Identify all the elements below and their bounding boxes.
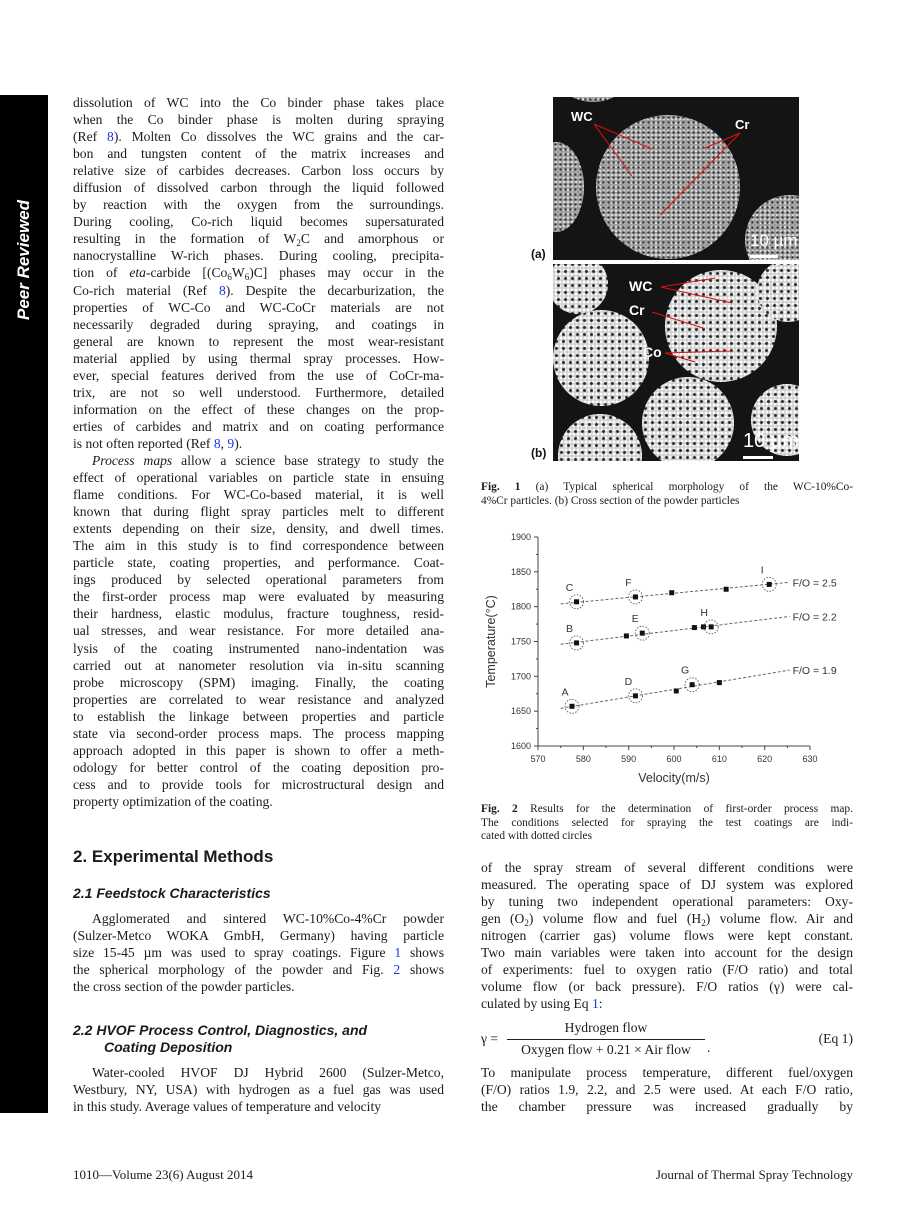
scale-label: 10 µm — [743, 430, 799, 452]
label-wc: WC — [571, 109, 593, 124]
reference-link[interactable]: 2 — [393, 962, 401, 978]
text: properties of WC-Co and WC-CoCr materials are not — [73, 299, 444, 315]
x-tick-label: 570 — [530, 754, 546, 764]
text: the spherical morphology of the powder and Fig. — [73, 962, 394, 978]
data-point — [709, 624, 714, 629]
text: Results for the determination of first-order process map. — [517, 803, 853, 815]
fraction-bar — [507, 1039, 705, 1040]
text-line — [73, 94, 444, 111]
reference-link[interactable]: 1 — [592, 996, 599, 1012]
text: culated by using Eq — [481, 996, 592, 1012]
text-line — [73, 213, 444, 230]
text-line — [73, 316, 444, 333]
series-label: F/O = 2.2 — [792, 611, 837, 624]
point-label: A — [561, 686, 569, 699]
emphasis: Process maps — [92, 453, 173, 468]
text: nanocrystalline W-rich phases. During cooling, precipita- — [73, 248, 444, 264]
text-line — [73, 435, 444, 452]
text: their hardness, elastic modulus, fracture toughness, resid- — [73, 606, 444, 622]
text-line — [73, 162, 444, 179]
text: trix, are not so well understood. Furthermore, detailed — [73, 384, 444, 400]
text-line — [73, 503, 444, 520]
y-axis-title: Temperature(°C) — [484, 595, 498, 688]
footer-volume: 1010—Volume 23(6) August 2014 — [73, 1167, 253, 1182]
text: Two main variables were taken into account for the design — [481, 945, 853, 961]
text-line — [73, 657, 444, 674]
data-point — [669, 590, 674, 595]
subsection-heading-line: 2.2 HVOF Process Control, Diagnostics, and — [73, 1022, 368, 1038]
equation-1 — [481, 1020, 853, 1060]
text: ) volume flow. Air and — [705, 911, 854, 927]
text: ual stresses, and wear resistance. For more detailed ana- — [73, 623, 444, 639]
subsection-heading — [73, 1022, 444, 1056]
text: size 15-45 µm was used to spray coatings. Figure — [73, 945, 395, 961]
text-line — [73, 776, 444, 793]
text: properties are correlated to wear resistance and analyzed — [73, 691, 444, 707]
text: the chamber pressure was increased gradually by — [481, 1099, 853, 1115]
body-paragraph — [481, 1064, 853, 1115]
text-line — [73, 674, 444, 691]
body-paragraph — [481, 859, 853, 1012]
text: )C] phases may occur in the — [249, 265, 444, 281]
text: Agglomerated and sintered WC-10%Co-4%Cr powder — [92, 911, 444, 926]
text-line — [73, 350, 444, 367]
text: is not often reported (Ref — [73, 435, 214, 451]
reference-link[interactable]: 8 — [107, 129, 114, 145]
text: diffusion of dissolved carbon through the liquid followed — [73, 180, 444, 196]
reference-link[interactable]: 8 — [218, 282, 226, 298]
text-line — [73, 961, 444, 978]
text-line — [73, 247, 444, 264]
text: (Ref — [73, 129, 108, 145]
body-paragraph — [73, 910, 444, 995]
data-point — [633, 693, 638, 698]
data-point — [574, 640, 579, 645]
text: The conditions selected for spraying the test coatings are indi- — [481, 816, 853, 829]
equation-period: . — [707, 1040, 711, 1055]
y-tick-label: 1800 — [510, 601, 531, 612]
text: allow a science base strategy to study the — [172, 453, 444, 468]
text-line — [73, 1081, 444, 1098]
text-line — [73, 927, 444, 944]
text-line — [73, 640, 444, 657]
y-tick-label: 1750 — [510, 636, 531, 647]
text-line — [73, 520, 444, 537]
sidebar-label: Peer Reviewed — [14, 199, 33, 321]
subscript: 6 — [227, 272, 232, 283]
text-line — [73, 367, 444, 384]
text-line — [481, 859, 853, 876]
text-line — [73, 384, 444, 401]
text-line — [73, 401, 444, 418]
text: the cross section of the powder particles. — [73, 979, 295, 995]
text-line — [73, 1064, 444, 1081]
body-paragraph — [73, 94, 444, 452]
text-line — [481, 495, 853, 509]
text: of experiments: fuel to oxygen ratio (F/O ratio) and total — [481, 962, 853, 978]
text: resulting in the formation of W — [73, 231, 297, 247]
text: by tuning two independent operational parameters: Oxy- — [481, 894, 853, 910]
x-tick-label: 610 — [711, 754, 727, 764]
x-tick-label: 620 — [757, 754, 773, 764]
body-paragraph — [73, 1064, 444, 1115]
point-label: E — [631, 613, 639, 626]
subscript: 2 — [524, 918, 529, 929]
fit-line — [561, 582, 790, 604]
text: bon and tungsten content of the matrix increases and — [73, 146, 444, 162]
reference-link[interactable]: 8 — [213, 435, 221, 451]
text: property optimization of the coating. — [73, 793, 273, 809]
scale-label: 10 µm — [750, 231, 798, 250]
text: nitrogen (carrier gas) volume flows were kept constant. — [481, 928, 853, 944]
label-wc: WC — [629, 278, 653, 294]
text-line — [73, 793, 444, 810]
subsection-heading: 2.1 Feedstock Characteristics — [73, 885, 271, 901]
text: general are known to represent the most wear-resistant — [73, 333, 444, 349]
data-point — [624, 633, 629, 638]
text: : — [598, 996, 603, 1012]
subscript: 6 — [244, 272, 250, 283]
fit-line — [561, 616, 790, 644]
text: During cooling, Co-rich liquid becomes supersaturated — [73, 214, 444, 230]
y-tick-label: 1650 — [510, 706, 531, 717]
text-line — [481, 481, 853, 495]
text: gen (O — [481, 911, 525, 927]
text: cated with dotted circles — [481, 830, 593, 842]
scale-bar — [750, 255, 778, 258]
data-point — [701, 624, 706, 629]
point-label: G — [681, 664, 690, 677]
text-line — [73, 910, 444, 927]
text: (Sulzer-Metco WOKA GmbH, Germany) having particle — [73, 928, 444, 944]
text-line — [481, 927, 853, 944]
text: known that during flight spray particles melt to different — [73, 504, 444, 520]
text-line — [73, 1098, 444, 1115]
data-point — [570, 704, 575, 709]
text-line — [481, 961, 853, 978]
equation-lhs: γ = — [481, 1031, 499, 1046]
text: ). Despite the decarburization, the — [225, 282, 444, 298]
text-line — [481, 910, 853, 927]
reference-link[interactable]: 1 — [394, 945, 402, 961]
text: carried out at nanometer resolution via in-situ scanning — [73, 657, 444, 673]
text-line — [73, 111, 444, 128]
y-tick-label: 1850 — [510, 566, 531, 577]
reference-link[interactable]: 9 — [227, 435, 235, 451]
text: relative size of carbides decreases. Carbon loss occurs by — [73, 163, 444, 179]
x-tick-label: 600 — [666, 754, 682, 764]
text: necessarily degraded during spraying, and coatings in — [73, 316, 444, 332]
point-label: H — [700, 606, 708, 619]
series-label: F/O = 2.5 — [792, 577, 837, 590]
text: (a) Typical spherical morphology of the WC-10%Co- — [520, 481, 853, 493]
text: when the Co binder phase is molten during spraying — [73, 112, 444, 128]
text: W — [231, 265, 245, 281]
figure-2-caption — [481, 803, 853, 844]
text-line — [481, 893, 853, 910]
text-line — [73, 944, 444, 961]
data-point — [717, 680, 722, 685]
footer-journal: Journal of Thermal Spray Technology — [655, 1167, 853, 1182]
text-line — [73, 588, 444, 605]
text: volume flow (or back pressure). F/O ratios (γ) were cal- — [481, 979, 853, 995]
text-line — [73, 622, 444, 639]
text: shows — [400, 962, 444, 978]
panel-label-b: (b) — [531, 446, 547, 460]
text: of the spray stream of several different conditions were — [481, 860, 853, 875]
point-label: C — [565, 581, 574, 594]
x-tick-label: 580 — [575, 754, 591, 764]
subscript: 2 — [296, 238, 301, 249]
text: particle state, coating properties, and performance. Coat- — [73, 555, 444, 571]
subsection-heading-line: Coating Deposition — [104, 1039, 233, 1055]
data-point — [633, 594, 638, 599]
text-line — [481, 995, 853, 1012]
micrograph-b — [553, 264, 799, 461]
text: effect of operational variables on particle state in ensuing — [73, 470, 444, 486]
text: measured. The operating space of DJ system was explored — [481, 877, 853, 893]
subscript: 2 — [701, 918, 706, 929]
text: extents depending on their size, density, and dwell times. — [73, 521, 444, 537]
text-line — [481, 1098, 853, 1115]
text-line — [73, 299, 444, 316]
text-line — [73, 605, 444, 622]
label-cr: Cr — [735, 117, 750, 132]
text-line — [73, 486, 444, 503]
text: information on the effect of these changes on the prop- — [73, 401, 444, 417]
text-line — [481, 803, 853, 817]
text-line — [73, 469, 444, 486]
text: C and amorphous or — [300, 231, 444, 247]
section-heading: 2. Experimental Methods — [73, 847, 274, 866]
body-paragraph — [73, 452, 444, 810]
text: dissolution of WC into the Co binder phase takes place — [73, 95, 444, 110]
text: Westbury, NY, USA) with hydrogen as a fuel gas was used — [73, 1082, 444, 1098]
text-line — [481, 978, 853, 995]
text-line — [73, 537, 444, 554]
text-line — [73, 571, 444, 588]
text-line — [73, 230, 444, 247]
y-tick-label: 1600 — [510, 741, 531, 751]
text: To manipulate process temperature, different fuel/oxygen — [481, 1065, 853, 1080]
text: The aim in this study is to find correspondence between — [73, 538, 444, 554]
text-line — [73, 418, 444, 435]
text: 4%Cr particles. (b) Cross section of the powder particles — [481, 494, 740, 507]
text: ). Molten Co dissolves the WC grains and the car- — [113, 129, 444, 145]
text: lysis of the coating instrumented nano-indentation was — [73, 640, 444, 656]
data-point — [574, 599, 579, 604]
text: ) volume flow and fuel (H — [528, 911, 702, 927]
text: Water-cooled HVOF DJ Hybrid 2600 (Sulzer-Metco, — [92, 1065, 444, 1080]
scale-bar — [743, 456, 773, 459]
text: probe microscopy (SPM) imaging. Finally, the coating — [73, 674, 444, 690]
data-point — [692, 625, 697, 630]
text-line — [73, 691, 444, 708]
text: , — [220, 435, 228, 451]
text: by reaction with the oxygen from the surroundings. — [73, 197, 444, 213]
text-line — [481, 1081, 853, 1098]
x-tick-label: 590 — [621, 754, 637, 764]
text: shows — [401, 945, 445, 961]
data-point — [724, 587, 729, 592]
text-line — [73, 145, 444, 162]
point-label: F — [625, 576, 632, 589]
x-axis-title: Velocity(m/s) — [638, 771, 710, 785]
text: Co-rich material (Ref — [73, 282, 219, 298]
text: approach adopted in this paper is shown to offer a meth- — [73, 742, 444, 758]
equation-number: (Eq 1) — [818, 1031, 853, 1046]
text-line — [73, 759, 444, 776]
data-point — [767, 582, 772, 587]
text-line — [481, 817, 853, 831]
text-line — [73, 282, 444, 299]
label-co: Co — [643, 344, 662, 360]
text-line — [73, 725, 444, 742]
point-label: B — [566, 622, 574, 635]
x-tick-label: 630 — [802, 754, 818, 764]
label-cr: Cr — [629, 302, 645, 318]
text: to establish the linkage between properties and particle — [73, 708, 444, 724]
series-label: F/O = 1.9 — [792, 665, 837, 678]
text-line — [73, 452, 444, 469]
text: flame conditions. For WC-Co-based material, it is well — [73, 487, 444, 503]
equation-numerator: Hydrogen flow — [564, 1020, 648, 1035]
micrograph-a — [553, 97, 799, 260]
data-point — [690, 682, 695, 687]
text-line — [481, 830, 853, 844]
figure-label: Fig. 2 — [481, 803, 518, 815]
text-line — [481, 876, 853, 893]
panel-label-a: (a) — [531, 247, 546, 261]
text: ). — [234, 435, 243, 451]
text-line — [73, 708, 444, 725]
data-point — [674, 688, 679, 693]
point-label: I — [760, 564, 764, 577]
text: odology for better control of the coating deposition pro- — [73, 759, 444, 775]
process-map-chart — [470, 520, 860, 805]
text: state via second-order process maps. The process mapping — [73, 725, 444, 741]
text: tion of — [73, 265, 130, 281]
text-line — [73, 128, 444, 145]
text-line — [73, 554, 444, 571]
text: in this study. Average values of temperature and velocity — [73, 1099, 382, 1115]
text: (F/O) ratios 1.9, 2.2, and 2.5 were used. At each F/O ratio, — [481, 1082, 853, 1098]
text: ings produced by selected operational parameters from — [73, 572, 444, 588]
data-point — [640, 631, 645, 636]
text-line — [73, 196, 444, 213]
text-line — [73, 264, 444, 281]
text-line — [73, 742, 444, 759]
emphasis: eta — [129, 265, 146, 281]
text: material applied by using thermal spray processes. How- — [73, 350, 444, 366]
figure-label: Fig. 1 — [481, 481, 521, 493]
text-line — [481, 1064, 853, 1081]
text: cess and to provide tools for microstructural design and — [73, 776, 444, 792]
y-tick-label: 1700 — [510, 671, 531, 682]
text-line — [481, 944, 853, 961]
equation-denominator: Oxygen flow + 0.21 × Air flow — [521, 1042, 691, 1057]
text: -carbide [(Co — [145, 265, 228, 281]
y-tick-label: 1900 — [510, 532, 531, 542]
figure-1-caption — [481, 481, 853, 508]
peer-reviewed-sidebar — [0, 95, 48, 1113]
text-line — [73, 978, 444, 995]
point-label: D — [624, 675, 633, 688]
text: ever, special features derived from the use of CoCr-ma- — [73, 367, 444, 383]
text: the first-order process map were evaluated by measuring — [73, 589, 444, 605]
text-line — [73, 179, 444, 196]
text: erties of carbides and matrix and on coating performance — [73, 418, 444, 434]
text-line — [73, 333, 444, 350]
